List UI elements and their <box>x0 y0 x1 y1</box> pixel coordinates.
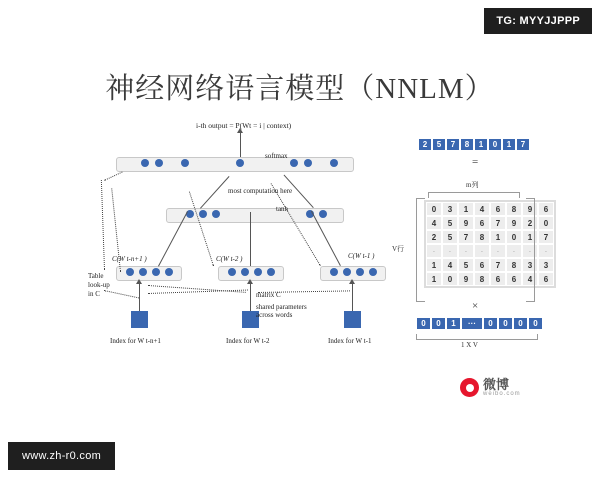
matrix-cell: 8 <box>474 272 490 286</box>
weibo-name: 微博 <box>483 377 510 392</box>
matrix-cell: 2 <box>522 216 538 230</box>
matrix-cell: · <box>426 244 442 258</box>
embedding-node <box>254 268 262 276</box>
result-cell: 1 <box>502 138 516 151</box>
matrix-cell: 0 <box>506 230 522 244</box>
m-columns-label: m列 <box>466 181 479 189</box>
index-square-3 <box>344 311 361 328</box>
v-rows-label: V行 <box>392 245 405 253</box>
embedding-matrix <box>424 200 556 288</box>
tanh-to-softmax-edge <box>200 176 230 209</box>
matrix-cell: 4 <box>426 216 442 230</box>
softmax-node <box>181 159 189 167</box>
table-lookup-line2: look-up <box>88 281 110 289</box>
softmax-node <box>330 159 338 167</box>
tanh-node <box>199 210 207 218</box>
embedding-node <box>356 268 364 276</box>
softmax-layer-bar <box>116 157 354 172</box>
matrix-cell: 1 <box>458 202 474 216</box>
matrix-cell: · <box>522 244 538 258</box>
matrix-cell: 9 <box>506 216 522 230</box>
index-square-1 <box>131 311 148 328</box>
matrix-cell: · <box>490 244 506 258</box>
matrix-cell: 4 <box>474 202 490 216</box>
index-label-3: Index for W t-1 <box>328 337 372 345</box>
softmax-label: softmax <box>265 152 288 160</box>
matrix-cell: 9 <box>522 202 538 216</box>
matrix-cell: 0 <box>442 272 458 286</box>
matrix-cell: 0 <box>426 202 442 216</box>
matrix-cell: 7 <box>490 216 506 230</box>
matrix-cell: 7 <box>490 258 506 272</box>
matrix-cell: 6 <box>474 216 490 230</box>
softmax-node <box>236 159 244 167</box>
matrix-bracket-right <box>526 198 535 302</box>
matrix-cell: 5 <box>442 230 458 244</box>
matrix-cell: 8 <box>506 202 522 216</box>
most-computation-label: most computation here <box>228 187 293 195</box>
matrix-cell: 3 <box>538 258 554 272</box>
matrix-cell: 6 <box>490 272 506 286</box>
skip-connection <box>101 180 105 270</box>
index-to-embed-line <box>250 282 251 311</box>
embedding-node <box>152 268 160 276</box>
result-vector <box>418 138 530 151</box>
matrix-bracket-left <box>416 198 425 302</box>
embedding-node <box>139 268 147 276</box>
onehot-cell: 0 <box>513 317 528 330</box>
result-cell: 7 <box>516 138 530 151</box>
onehot-cell: ··· <box>461 317 483 330</box>
index-label-2: Index for W t-2 <box>226 337 270 345</box>
matrix-cell: 3 <box>522 258 538 272</box>
skip-connection <box>189 192 214 266</box>
softmax-node <box>141 159 149 167</box>
index-to-embed-line <box>352 282 353 311</box>
index-arrow-head <box>247 279 253 284</box>
matrix-cell: 6 <box>474 258 490 272</box>
equals-sign: = <box>472 156 479 168</box>
result-cell: 5 <box>432 138 446 151</box>
result-cell: 0 <box>488 138 502 151</box>
matrix-cell: · <box>506 244 522 258</box>
embedding-node <box>330 268 338 276</box>
matrix-cell: 1 <box>426 272 442 286</box>
embedding-node <box>241 268 249 276</box>
embedding-node <box>369 268 377 276</box>
page-title: 神经网络语言模型（NNLM） <box>105 73 495 105</box>
output-arrow-line <box>240 131 241 157</box>
onehot-brace <box>416 334 538 340</box>
matrix-cell: 6 <box>538 272 554 286</box>
embedding-node <box>343 268 351 276</box>
lookup-dotted <box>104 290 139 298</box>
matrix-cell: · <box>474 244 490 258</box>
embedding-node <box>228 268 236 276</box>
matrix-cell: 5 <box>442 216 458 230</box>
index-label-1: Index for W t-n+1 <box>110 337 161 345</box>
matrix-cell: 9 <box>458 216 474 230</box>
embedding-node <box>126 268 134 276</box>
weibo-eye-icon <box>460 378 479 397</box>
embedding-label-2: C(W t-2 ) <box>216 255 243 263</box>
index-arrow-head <box>349 279 355 284</box>
onehot-cell: 0 <box>431 317 446 330</box>
shared-params-label-1: shared parameters <box>256 303 307 311</box>
result-cell: 7 <box>446 138 460 151</box>
embed-to-tanh-edge <box>250 212 251 266</box>
softmax-node <box>155 159 163 167</box>
matrix-cell: 4 <box>522 272 538 286</box>
matrix-c-label: matrix C <box>256 291 281 299</box>
index-arrow-head <box>136 279 142 284</box>
onehot-cell: 0 <box>416 317 431 330</box>
m-columns-brace <box>428 192 520 198</box>
table-lookup-line1: Table <box>88 272 104 280</box>
shared-params-label-2: across words <box>256 311 293 319</box>
matrix-cell: 6 <box>538 202 554 216</box>
matrix-cell: 1 <box>490 230 506 244</box>
one-by-v-label: 1 X V <box>461 341 478 349</box>
matrix-cell: 6 <box>490 202 506 216</box>
matrix-cell: 3 <box>442 202 458 216</box>
result-cell: 2 <box>418 138 432 151</box>
matrix-cell: · <box>538 244 554 258</box>
result-cell: 1 <box>474 138 488 151</box>
matrix-cell: 6 <box>506 272 522 286</box>
tanh-node <box>319 210 327 218</box>
skip-connection <box>104 172 123 181</box>
telegram-badge: TG: MYYJJPPP <box>484 8 592 34</box>
tanh-node <box>212 210 220 218</box>
result-cell: 8 <box>460 138 474 151</box>
tanh-label: tanh <box>276 205 289 213</box>
matrix-cell: 7 <box>458 230 474 244</box>
embedding-label-3: C(W t-1 ) <box>348 252 375 260</box>
matrix-cell: 4 <box>442 258 458 272</box>
weibo-domain: weibo.com <box>483 391 521 397</box>
matrix-cell: 2 <box>426 230 442 244</box>
onehot-cell: 0 <box>498 317 513 330</box>
matrix-cell: 8 <box>506 258 522 272</box>
weibo-logo <box>460 378 521 397</box>
times-sign: × <box>472 300 479 312</box>
matrix-cell: · <box>458 244 474 258</box>
embedding-node <box>267 268 275 276</box>
matrix-cell: · <box>442 244 458 258</box>
matrix-cell: 1 <box>522 230 538 244</box>
output-arrow-head <box>237 128 243 133</box>
matrix-cell: 5 <box>458 258 474 272</box>
embedding-label-1: C(W t-n+1 ) <box>112 255 147 263</box>
matrix-cell: 8 <box>474 230 490 244</box>
softmax-node <box>304 159 312 167</box>
output-label: i-th output = P(Wt = i | context) <box>196 121 292 130</box>
matrix-cell: 7 <box>538 230 554 244</box>
onehot-vector <box>416 317 543 330</box>
website-badge: www.zh-r0.com <box>8 442 115 470</box>
onehot-cell: 1 <box>446 317 461 330</box>
onehot-cell: 0 <box>483 317 498 330</box>
onehot-cell: 0 <box>528 317 543 330</box>
softmax-node <box>290 159 298 167</box>
matrix-cell: 0 <box>538 216 554 230</box>
table-lookup-line3: in C <box>88 290 100 298</box>
embedding-node <box>165 268 173 276</box>
matrix-cell: 9 <box>458 272 474 286</box>
skip-connection <box>271 183 321 266</box>
matrix-cell: 1 <box>426 258 442 272</box>
